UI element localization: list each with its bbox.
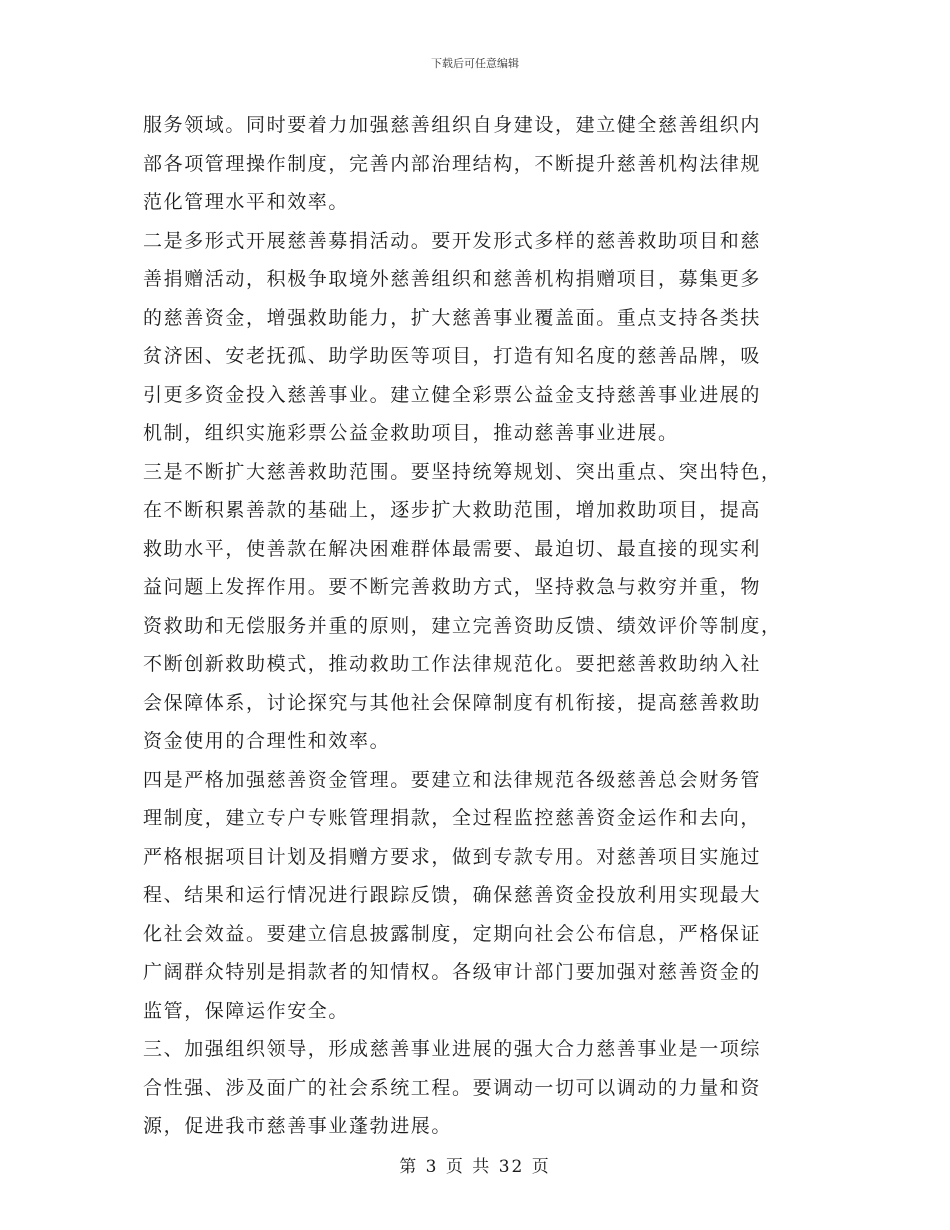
text-line: 资救助和无偿服务并重的原则，建立完善资助反馈、绩效评价等制度， <box>143 614 782 637</box>
text-line: 的慈善资金，增强救助能力，扩大慈善事业覆盖面。重点支持各类扶 <box>143 306 762 329</box>
text-line: 化社会效益。要建立信息披露制度，定期向社会公布信息，严格保证 <box>143 922 762 945</box>
text-line: 三、加强组织领导，形成慈善事业进展的强大合力慈善事业是一项综 <box>143 1038 762 1060</box>
text-line: 广阔群众特别是捐款者的知情权。各级审计部门要加强对慈善资金的 <box>143 961 762 983</box>
text-line: 益问题上发挥作用。要不断完善救助方式，坚持救急与救穷并重，物 <box>143 576 762 598</box>
text-line: 三是不断扩大慈善救助范围。要坚持统筹规划、突出重点、突出特色， <box>143 460 782 483</box>
document-body <box>143 106 807 1146</box>
text-line: 监管，保障运作安全。 <box>143 999 350 1022</box>
text-line: 理制度，建立专户专账管理捐款，全过程监控慈善资金运作和去向， <box>143 807 762 829</box>
page-header: 下载后可任意编辑 <box>431 57 519 70</box>
text-line: 服务领域。同时要着力加强慈善组织自身建设，建立健全慈善组织内 <box>143 114 762 136</box>
text-line: 救助水平，使善款在解决困难群体最需要、最迫切、最直接的现实利 <box>143 537 762 560</box>
text-line: 在不断积累善款的基础上，逐步扩大救助范围，增加救助项目，提高 <box>143 499 762 521</box>
text-line: 会保障体系，讨论探究与其他社会保障制度有机衔接，提高慈善救助 <box>143 691 762 714</box>
text-line: 二是多形式开展慈善募捐活动。要开发形式多样的慈善救助项目和慈 <box>143 229 762 252</box>
text-line: 合性强、涉及面广的社会系统工程。要调动一切可以调动的力量和资 <box>143 1076 762 1099</box>
text-line: 善捐赠活动，积极争取境外慈善组织和慈善机构捐赠项目，募集更多 <box>143 268 762 290</box>
text-line: 资金使用的合理性和效率。 <box>143 730 391 752</box>
text-line: 四是严格加强慈善资金管理。要建立和法律规范各级慈善总会财务管 <box>143 768 762 791</box>
text-line: 源，促进我市慈善事业蓬勃进展。 <box>143 1115 453 1137</box>
page-footer: 第 3 页 共 32 页 <box>399 1157 551 1177</box>
text-line: 部各项管理操作制度，完善内部治理结构，不断提升慈善机构法律规 <box>143 152 762 175</box>
text-line: 机制，组织实施彩票公益金救助项目，推动慈善事业进展。 <box>143 422 679 444</box>
text-line: 不断创新救助模式，推动救助工作法律规范化。要把慈善救助纳入社 <box>143 653 762 675</box>
text-line: 引更多资金投入慈善事业。建立健全彩票公益金支持慈善事业进展的 <box>143 383 762 406</box>
text-line: 程、结果和运行情况进行跟踪反馈，确保慈善资金投放利用实现最大 <box>143 884 762 906</box>
text-line: 严格根据项目计划及捐赠方要求，做到专款专用。对慈善项目实施过 <box>143 845 762 868</box>
text-line: 范化管理水平和效率。 <box>143 191 350 213</box>
text-line: 贫济困、安老抚孤、助学助医等项目，打造有知名度的慈善品牌，吸 <box>143 345 762 367</box>
